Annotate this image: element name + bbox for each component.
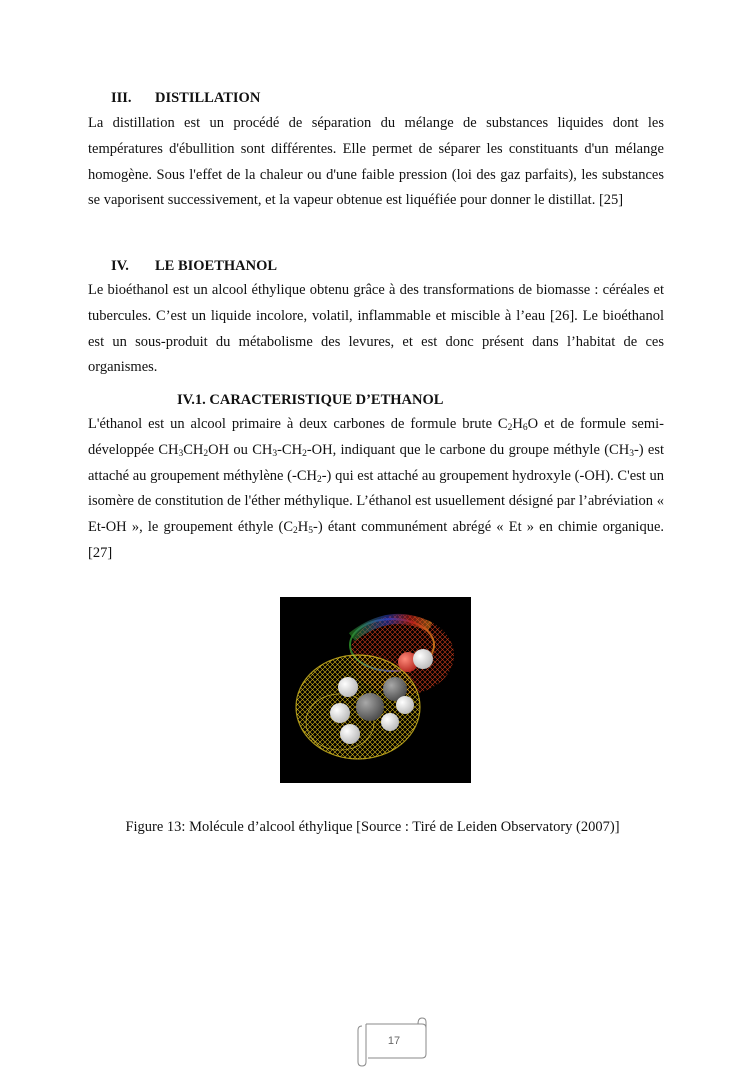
subsection-heading-ethanol bbox=[177, 391, 443, 409]
subscript: 2 bbox=[293, 526, 298, 537]
subscript: 6 bbox=[522, 423, 528, 433]
paragraph-ethanol-characteristics bbox=[88, 412, 664, 567]
paragraph-text: La distillation est un procédé de séparation du mélange de substances liquides dont les températures d'ébullition sont différentes. Elle permet de séparer les constituants d'un mélange homogène. Sous l'effet de la chaleur ou d'une faible pression (loi des gaz parfaits), les substances se vaporisent successivement, et la vapeur obtenue est liquéfiée pour donner le distillat. [25] bbox=[88, 115, 664, 209]
text-run: OH ou CH bbox=[208, 441, 273, 458]
section-heading-bioethanol bbox=[111, 257, 277, 275]
ethanol-molecule-image bbox=[280, 597, 471, 783]
text-run: -OH, indiquant que le carbone du groupe méthyle (CH bbox=[306, 441, 630, 458]
subscript: 2 bbox=[302, 448, 307, 459]
section-heading-distillation bbox=[111, 89, 260, 107]
text-run: O et de formule semi-développée CH bbox=[88, 416, 665, 458]
subscript: 3 bbox=[272, 448, 278, 459]
text-run: L'éthanol est un alcool primaire à deux carbones de formule brute C bbox=[88, 416, 508, 432]
text-run: H bbox=[297, 519, 309, 536]
subscript: 2 bbox=[316, 474, 322, 485]
section-title: DISTILLATION bbox=[155, 90, 261, 106]
paragraph-text: Le bioéthanol est un alcool éthylique obtenu grâce à des transformations de biomasse : céréales et tubercules. C’est un liquide incolore, volatil, inflammable et miscible à l’eau [26]. Le bioéthanol est un sous-produit du métabolisme des levures, et est donc présent dans l’habitat de ces organismes. bbox=[88, 282, 664, 376]
subscript: 2 bbox=[203, 448, 209, 459]
subsection-title: IV.1. CARACTERISTIQUE D’ETHANOL bbox=[177, 392, 444, 408]
text-run: -CH bbox=[277, 441, 303, 458]
subscript: 5 bbox=[308, 526, 313, 537]
text-run: CH bbox=[183, 441, 204, 458]
section-title: LE BIOETHANOL bbox=[155, 258, 278, 274]
subscript: 2 bbox=[507, 423, 513, 433]
text-run: -) qui est attaché au groupement hydroxyle (-OH). C'est un isomère de constitution de l'éther méthylique. L’éthanol est usuellement désigné par l’abréviation « Et-OH », le groupement éthyle (C bbox=[88, 467, 664, 536]
paragraph-text bbox=[88, 412, 664, 567]
page-number: 17 bbox=[387, 1035, 401, 1047]
text-run: -) étant communément abrégé « Et » en chimie organique. [27] bbox=[88, 519, 665, 561]
text-run: H bbox=[512, 416, 523, 432]
section-number: IV. bbox=[111, 258, 129, 274]
figure-caption: Figure 13: Molécule d’alcool éthylique [Source : Tiré de Leiden Observatory (2007)] bbox=[125, 819, 620, 835]
paragraph-bioethanol bbox=[88, 278, 664, 381]
paragraph-distillation bbox=[88, 111, 664, 214]
subscript: 3 bbox=[178, 448, 184, 459]
section-number: III. bbox=[111, 90, 132, 106]
molecule-illustration bbox=[280, 597, 471, 783]
text-run: -) est attaché au groupement méthylène (-CH bbox=[88, 441, 665, 484]
subscript: 3 bbox=[629, 448, 634, 459]
